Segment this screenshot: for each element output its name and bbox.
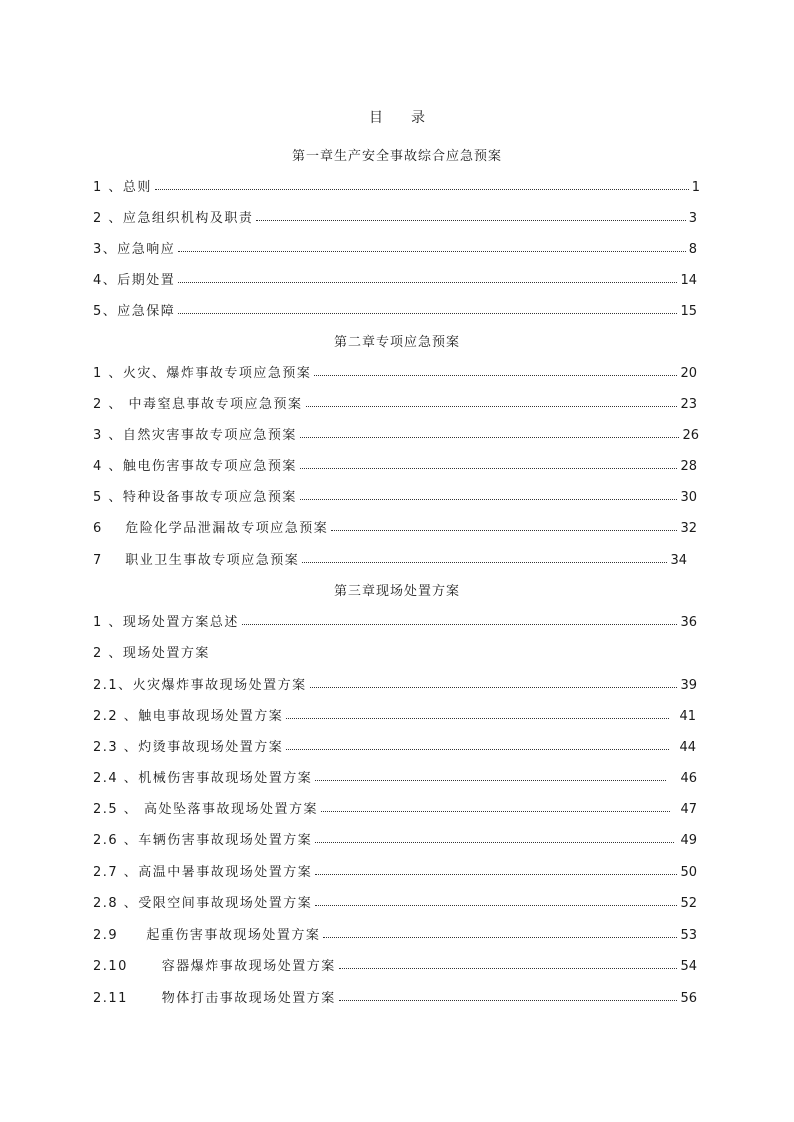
chapter-heading: 第一章生产安全事故综合应急预案 bbox=[291, 149, 502, 164]
toc-entry[interactable] bbox=[93, 797, 697, 817]
entry-page: 41 bbox=[679, 709, 696, 724]
dot-leader bbox=[315, 842, 674, 843]
entry-page: 36 bbox=[680, 615, 697, 630]
entry-page: 32 bbox=[680, 521, 697, 536]
dot-leader bbox=[331, 530, 677, 531]
toc-entry[interactable] bbox=[93, 923, 697, 943]
dot-leader bbox=[339, 968, 678, 969]
entry-label: 3、应急响应 bbox=[93, 242, 176, 257]
dot-leader bbox=[300, 499, 678, 500]
entry-page: 46 bbox=[680, 771, 697, 786]
dot-leader bbox=[315, 780, 666, 781]
toc-title-char: 目 bbox=[369, 110, 383, 126]
toc-entry[interactable] bbox=[93, 735, 696, 755]
entry-label: 4、后期处置 bbox=[93, 273, 176, 288]
entry-label: 6 危险化学品泄漏故专项应急预案 bbox=[93, 521, 329, 536]
toc-entry[interactable] bbox=[93, 516, 697, 536]
toc-entry[interactable] bbox=[93, 548, 687, 568]
toc-entry[interactable] bbox=[93, 891, 697, 911]
entry-page: 54 bbox=[680, 959, 697, 974]
toc-entry[interactable] bbox=[93, 392, 697, 412]
toc-entry[interactable] bbox=[93, 704, 696, 724]
entry-page: 14 bbox=[680, 273, 697, 288]
entry-page: 53 bbox=[680, 928, 697, 943]
entry-page: 44 bbox=[679, 740, 696, 755]
entry-label: 2.7 、高温中暑事故现场处置方案 bbox=[93, 865, 313, 880]
dot-leader bbox=[339, 1000, 678, 1001]
entry-page: 34 bbox=[670, 553, 687, 568]
dot-leader bbox=[300, 468, 678, 469]
dot-leader bbox=[310, 687, 678, 688]
entry-label: 5 、特种设备事故专项应急预案 bbox=[93, 490, 297, 505]
toc-title-char: 录 bbox=[411, 110, 425, 126]
toc-entry[interactable] bbox=[93, 641, 697, 661]
entry-page: 39 bbox=[680, 678, 697, 693]
toc-entry[interactable] bbox=[93, 423, 699, 443]
toc-entry[interactable] bbox=[93, 673, 697, 693]
toc-entry[interactable] bbox=[93, 175, 700, 195]
chapter-heading: 第二章专项应急预案 bbox=[333, 335, 460, 350]
entry-label: 2.3 、灼烫事故现场处置方案 bbox=[93, 740, 284, 755]
dot-leader bbox=[178, 313, 677, 314]
toc-entry[interactable] bbox=[93, 299, 697, 319]
entry-page: 56 bbox=[680, 991, 697, 1006]
entry-page: 1 bbox=[691, 180, 700, 195]
entry-label: 4 、触电伤害事故专项应急预案 bbox=[93, 459, 297, 474]
toc-entry[interactable] bbox=[93, 860, 697, 880]
entry-page: 20 bbox=[680, 366, 697, 381]
entry-label: 1 、总则 bbox=[93, 180, 152, 195]
entry-label: 5、应急保障 bbox=[93, 304, 176, 319]
entry-page: 23 bbox=[680, 397, 697, 412]
toc-entry[interactable] bbox=[93, 766, 697, 786]
entry-label: 7 职业卫生事故专项应急预案 bbox=[93, 553, 300, 568]
toc-entry[interactable] bbox=[93, 485, 697, 505]
entry-label: 2.9 起重伤害事故现场处置方案 bbox=[93, 928, 321, 943]
dot-leader bbox=[178, 251, 685, 252]
toc-entry[interactable] bbox=[93, 237, 697, 257]
entry-page: 3 bbox=[688, 211, 697, 226]
dot-leader bbox=[323, 937, 677, 938]
toc-entry[interactable] bbox=[93, 361, 697, 381]
toc-entry[interactable] bbox=[93, 206, 697, 226]
entry-page: 47 bbox=[680, 802, 697, 817]
entry-page: 52 bbox=[680, 896, 697, 911]
chapter-heading: 第三章现场处置方案 bbox=[333, 584, 460, 599]
dot-leader bbox=[302, 562, 667, 563]
dot-leader bbox=[242, 624, 678, 625]
entry-label: 2.8 、受限空间事故现场处置方案 bbox=[93, 896, 313, 911]
entry-label: 2.1、火灾爆炸事故现场处置方案 bbox=[93, 678, 307, 693]
entry-page: 30 bbox=[680, 490, 697, 505]
toc-entry[interactable] bbox=[93, 454, 697, 474]
toc-entry[interactable] bbox=[93, 268, 697, 288]
entry-page: 26 bbox=[682, 428, 699, 443]
toc-title bbox=[0, 107, 794, 127]
dot-leader bbox=[315, 905, 677, 906]
dot-leader bbox=[286, 718, 669, 719]
entry-label: 2 、 中毒窒息事故专项应急预案 bbox=[93, 397, 303, 412]
entry-label: 2.4 、机械伤害事故现场处置方案 bbox=[93, 771, 313, 786]
entry-page: 8 bbox=[688, 242, 697, 257]
entry-label: 2 、应急组织机构及职责 bbox=[93, 211, 254, 226]
entry-label: 2.11 物体打击事故现场处置方案 bbox=[93, 991, 336, 1006]
dot-leader bbox=[321, 811, 671, 812]
entry-page: 50 bbox=[680, 865, 697, 880]
dot-leader bbox=[314, 375, 677, 376]
dot-leader bbox=[315, 874, 677, 875]
entry-label: 2.2 、触电事故现场处置方案 bbox=[93, 709, 284, 724]
dot-leader bbox=[155, 189, 689, 190]
entry-page: 28 bbox=[680, 459, 697, 474]
dot-leader bbox=[286, 749, 669, 750]
toc-entry[interactable] bbox=[93, 610, 697, 630]
entry-label: 1 、现场处置方案总述 bbox=[93, 615, 239, 630]
entry-label: 2.10 容器爆炸事故现场处置方案 bbox=[93, 959, 336, 974]
entry-label: 2.5 、 高处坠落事故现场处置方案 bbox=[93, 802, 318, 817]
entry-page: 49 bbox=[680, 833, 697, 848]
dot-leader bbox=[306, 406, 678, 407]
toc-entry[interactable] bbox=[93, 954, 697, 974]
entry-page: 15 bbox=[680, 304, 697, 319]
toc-entry[interactable] bbox=[93, 986, 697, 1006]
entry-label: 2.6 、车辆伤害事故现场处置方案 bbox=[93, 833, 313, 848]
dot-leader bbox=[300, 437, 680, 438]
entry-label: 3 、自然灾害事故专项应急预案 bbox=[93, 428, 297, 443]
dot-leader bbox=[178, 282, 677, 283]
entry-label: 2 、现场处置方案 bbox=[93, 646, 210, 661]
toc-entry[interactable] bbox=[93, 828, 697, 848]
entry-label: 1 、火灾、爆炸事故专项应急预案 bbox=[93, 366, 312, 381]
dot-leader bbox=[256, 220, 685, 221]
